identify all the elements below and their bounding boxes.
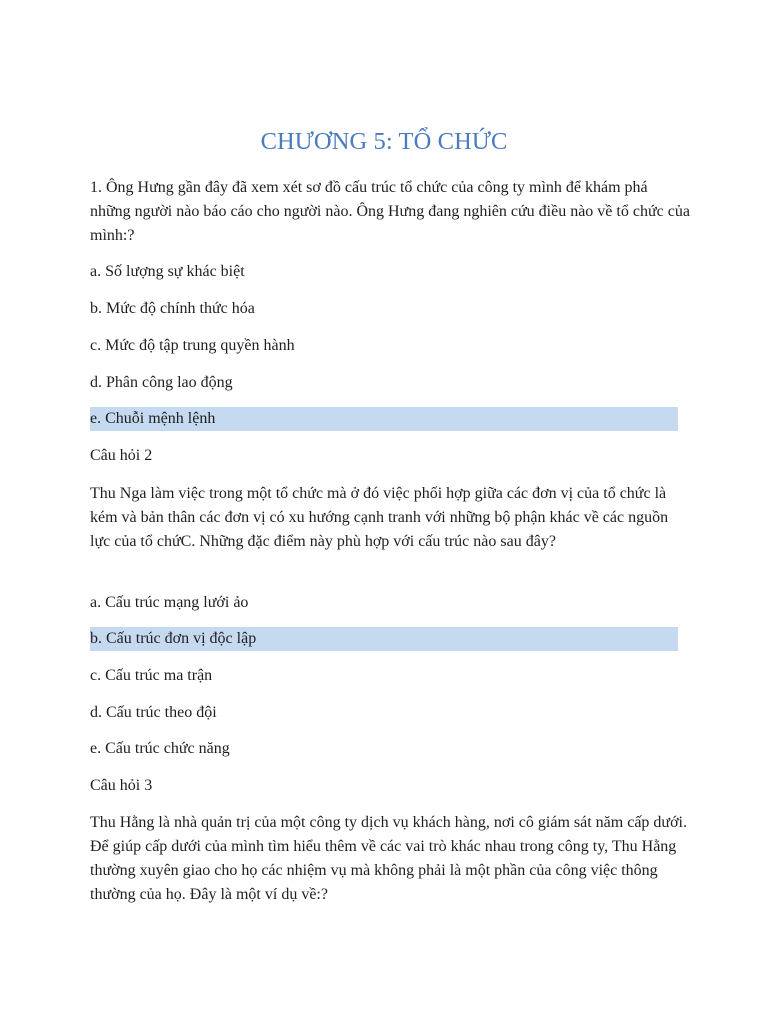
question-1-option-e-highlighted: e. Chuỗi mệnh lệnh (90, 407, 678, 431)
question-1-option-a: a. Số lượng sự khác biệt (90, 263, 245, 280)
question-2-option-c: c. Cấu trúc ma trận (90, 667, 213, 684)
question-3-header: Câu hỏi 3 (90, 777, 153, 794)
question-2-option-b-highlighted: b. Cấu trúc đơn vị độc lập (90, 627, 678, 651)
chapter-title: CHƯƠNG 5: TỔ CHỨC (260, 128, 508, 155)
question-2-text: Thu Nga làm việc trong một tổ chức mà ở đó việc phối hợp giữa các đơn vị của tổ chức là kém và bản thân các đơn vị có xu hướng cạnh tranh với những bộ phận khác về các nguồn lực của tổ chứC. Những đặc điểm này phù hợp với cấu trúc nào sau đây? (90, 485, 669, 550)
question-1-option-c: c. Mức độ tập trung quyền hành (90, 337, 295, 354)
question-3-text: Thu Hằng là nhà quản trị của một công ty dịch vụ khách hàng, nơi cô giám sát năm cấp dưới. Để giúp cấp dưới của mình tìm hiểu thêm về các vai trò khác nhau trong công ty, Thu Hằng thường xuyên giao cho họ các nhiệm vụ mà không phải là một phần của công việc thông thường của họ. Đây là một ví dụ về:? (90, 814, 687, 903)
question-2-option-d: d. Cấu trúc theo đội (90, 704, 217, 721)
question-1-text: 1. Ông Hưng gần đây đã xem xét sơ đồ cấu trúc tổ chức của công ty mình để khám phá những người nào báo cáo cho người nào. Ông Hưng đang nghiên cứu điều nào về tổ chức của mình:? (90, 179, 690, 244)
question-1-option-b: b. Mức độ chính thức hóa (90, 300, 255, 317)
question-2-option-e: e. Cấu trúc chức năng (90, 740, 230, 757)
question-2-header: Câu hỏi 2 (90, 447, 153, 464)
question-2-option-a: a. Cấu trúc mạng lưới ảo (90, 594, 249, 611)
question-1-option-d: d. Phân công lao động (90, 374, 233, 391)
